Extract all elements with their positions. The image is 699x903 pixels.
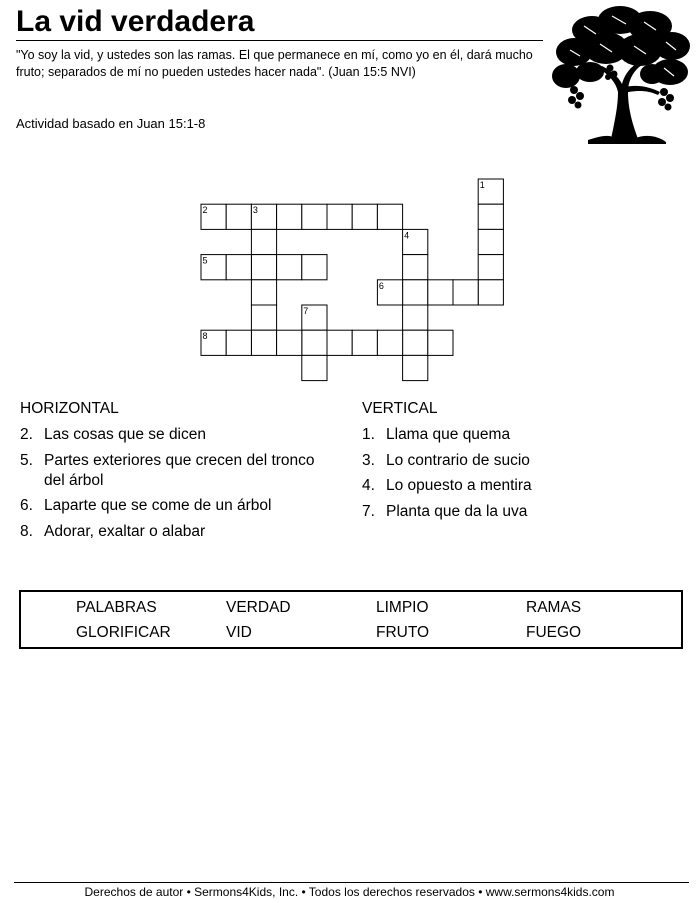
crossword-cell[interactable] — [377, 330, 402, 355]
word-bank-item: LIMPIO — [376, 599, 429, 616]
clue-item: 5. Partes exteriores que crecen del tronco del árbol — [20, 451, 315, 489]
clue-item: 7. Planta que da la uva — [362, 502, 528, 520]
crossword-cell[interactable] — [403, 229, 428, 254]
horizontal-clues — [20, 399, 320, 547]
word-bank-item: FRUTO — [376, 624, 430, 641]
horizontal-heading: HORIZONTAL — [20, 400, 119, 417]
crossword-cell[interactable] — [302, 305, 327, 330]
clue-number: 7 — [303, 306, 309, 316]
crossword-cell[interactable] — [478, 179, 503, 204]
bible-verse: "Yo soy la vid, y ustedes son las ramas. El que permanece en mí, como yo en él, dará mucho fruto; separados de mí no pueden ustedes hacer nada". (Juan 15:5 NVI) — [16, 48, 533, 79]
crossword-cell[interactable] — [277, 330, 302, 355]
crossword-cell[interactable] — [403, 330, 428, 355]
vertical-heading: VERTICAL — [362, 400, 438, 417]
crossword-cell[interactable] — [478, 204, 503, 229]
footer-divider — [14, 882, 689, 883]
crossword-cell[interactable] — [226, 330, 251, 355]
crossword-cell[interactable] — [377, 204, 402, 229]
word-bank-item: VID — [226, 624, 252, 641]
crossword-cell[interactable] — [327, 204, 352, 229]
crossword-cell[interactable] — [403, 280, 428, 305]
crossword-cell[interactable] — [403, 255, 428, 280]
clue-item: 6. Laparte que se come de un árbol — [20, 497, 272, 514]
crossword-cell[interactable] — [352, 330, 377, 355]
clue-number: 4 — [404, 230, 410, 241]
crossword-cell[interactable] — [352, 204, 377, 229]
crossword-cell[interactable] — [251, 280, 276, 305]
word-bank — [19, 590, 683, 649]
word-bank-item: PALABRAS — [76, 599, 157, 616]
word-bank-item: FUEGO — [526, 624, 582, 641]
clue-item: 8. Adorar, exaltar o alabar — [20, 522, 206, 540]
page-title: La vid verdadera — [16, 5, 255, 38]
crossword-cell[interactable] — [403, 355, 428, 380]
word-bank-item: RAMAS — [526, 599, 582, 616]
clue-number: 2 — [202, 205, 208, 216]
clue-number: 1 — [479, 180, 485, 190]
clue-number: 5 — [202, 255, 208, 266]
crossword-cell[interactable] — [302, 355, 327, 380]
crossword-cell[interactable] — [302, 255, 327, 280]
clue-item: 4. Lo opuesto a mentira — [362, 477, 532, 494]
title-divider — [16, 40, 543, 41]
crossword-cell[interactable] — [302, 330, 327, 355]
crossword-cell[interactable] — [428, 330, 453, 355]
word-bank-item: VERDAD — [226, 599, 291, 616]
crossword-cell[interactable] — [251, 229, 276, 254]
crossword-cell[interactable] — [201, 330, 226, 355]
crossword-cell[interactable] — [453, 280, 478, 305]
crossword-cell[interactable] — [302, 204, 327, 229]
crossword-cell[interactable] — [201, 255, 226, 280]
crossword-cell[interactable] — [327, 330, 352, 355]
crossword-cell[interactable] — [251, 255, 276, 280]
crossword-cell[interactable] — [226, 255, 251, 280]
copyright-footer: Derechos de autor • Sermons4Kids, Inc. • Todos los derechos reservados • www.sermons4kids.com — [84, 885, 615, 899]
clue-number: 6 — [378, 280, 384, 291]
crossword-cell[interactable] — [251, 305, 276, 330]
activity-reference: Actividad basado en Juan 15:1-8 — [16, 116, 206, 131]
clue-item: 2. Las cosas que se dicen — [20, 426, 206, 443]
crossword-cell[interactable] — [251, 330, 276, 355]
clue-item: 1. Llama que quema — [362, 426, 511, 443]
crossword-cell[interactable] — [478, 229, 503, 254]
vertical-clues — [362, 399, 662, 527]
word-bank-item: GLORIFICAR — [76, 624, 171, 641]
grapevine-tree-icon — [548, 4, 694, 144]
crossword-cell[interactable] — [403, 305, 428, 330]
crossword-cell[interactable] — [478, 255, 503, 280]
crossword-cell[interactable] — [251, 204, 276, 229]
crossword-cell[interactable] — [201, 204, 226, 229]
crossword-cell[interactable] — [277, 204, 302, 229]
crossword-cell[interactable] — [226, 204, 251, 229]
crossword-cell[interactable] — [377, 280, 402, 305]
crossword-cell[interactable] — [428, 280, 453, 305]
crossword-cell[interactable] — [277, 255, 302, 280]
clue-number: 3 — [252, 205, 258, 216]
clue-number: 8 — [202, 331, 208, 342]
crossword-cell[interactable] — [478, 280, 503, 305]
clue-item: 3. Lo contrario de sucio — [362, 451, 530, 469]
